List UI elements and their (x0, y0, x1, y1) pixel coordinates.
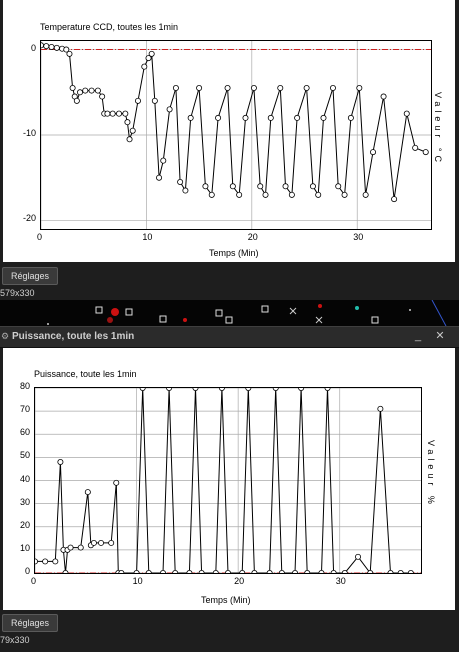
data-point (273, 388, 278, 391)
x-tick-label: 10 (142, 232, 153, 242)
data-point (370, 149, 375, 154)
y-tick-label: 60 (19, 427, 30, 438)
y-tick-label: 0 (24, 566, 30, 576)
data-point (183, 188, 188, 193)
data-point (41, 43, 44, 48)
data-point (225, 570, 230, 573)
data-point (178, 179, 183, 184)
data-point (152, 98, 157, 103)
y-tick-label: -20 (22, 213, 36, 224)
data-point (116, 111, 121, 116)
x-tick-label: 30 (353, 232, 364, 242)
data-point (149, 51, 154, 56)
data-point (193, 388, 198, 391)
data-point (342, 192, 347, 197)
y-tick-label: -10 (22, 128, 36, 138)
data-point (240, 570, 245, 573)
x-tick-label: 30 (335, 576, 346, 586)
minimize-icon[interactable]: _ (414, 330, 422, 342)
data-point (342, 570, 347, 573)
data-point (146, 570, 151, 573)
data-point (105, 111, 110, 116)
puissance-plot-area (34, 387, 422, 574)
data-point (378, 406, 383, 411)
reglages-button-1[interactable]: Réglages (2, 267, 58, 285)
data-point (263, 192, 268, 197)
puissance-window-title: Puissance, toute les 1min (12, 331, 135, 342)
data-point (295, 115, 300, 120)
temperature-x-axis-label: Temps (Min) (209, 248, 259, 258)
data-point (156, 175, 161, 180)
reglages-button-2[interactable]: Réglages (2, 614, 58, 632)
data-point (109, 540, 114, 545)
data-point (140, 388, 145, 391)
background-strip (0, 300, 459, 326)
data-point (388, 570, 393, 573)
temperature-chart (41, 41, 431, 229)
puissance-chart-title: Puissance, toute les 1min (34, 369, 137, 379)
data-point (325, 388, 330, 391)
data-point (336, 184, 341, 189)
y-tick-label: 0 (30, 42, 36, 53)
data-point (246, 388, 251, 391)
data-point (283, 184, 288, 189)
x-tick-label: 0 (31, 576, 37, 586)
data-point (134, 570, 139, 573)
data-point (199, 570, 204, 573)
data-point (83, 88, 88, 93)
data-point (49, 44, 54, 49)
data-point (330, 85, 335, 90)
x-tick-label: 10 (132, 576, 143, 586)
data-point (331, 570, 336, 573)
y-tick-label: 70 (19, 404, 30, 415)
data-point (381, 94, 386, 99)
data-point (70, 85, 75, 90)
data-point (85, 489, 90, 494)
data-point (279, 570, 284, 573)
data-point (142, 64, 147, 69)
y-tick-label: 50 (19, 450, 30, 461)
data-point (123, 111, 128, 116)
data-point (173, 85, 178, 90)
data-point (166, 388, 171, 391)
data-point (392, 196, 397, 201)
data-point (321, 115, 326, 120)
data-point (53, 559, 58, 564)
puissance-panel (3, 348, 455, 610)
data-point (43, 559, 48, 564)
data-point (289, 192, 294, 197)
temperature-panel (3, 0, 455, 262)
data-point (119, 570, 124, 573)
temperature-y-axis-label: Valeur °C (433, 92, 443, 166)
y-tick-label: 80 (19, 381, 30, 391)
data-point (219, 388, 224, 391)
close-icon[interactable]: ✕ (435, 330, 445, 342)
data-point (130, 128, 135, 133)
data-point (110, 111, 115, 116)
data-point (44, 44, 49, 49)
data-point (252, 570, 257, 573)
data-point (54, 45, 59, 50)
data-point (215, 115, 220, 120)
data-point (95, 88, 100, 93)
data-point (127, 137, 132, 142)
data-point (319, 570, 324, 573)
x-tick-label: 20 (234, 576, 245, 586)
data-point (203, 184, 208, 189)
window-icon: ⚙ (1, 331, 10, 341)
data-point (251, 85, 256, 90)
data-point (209, 192, 214, 197)
temperature-chart-title: Temperature CCD, toutes les 1min (40, 22, 179, 32)
data-point (299, 388, 304, 391)
data-point (68, 545, 73, 550)
data-point (161, 158, 166, 163)
data-point (304, 85, 309, 90)
x-tick-label: 0 (37, 232, 43, 242)
data-point (135, 98, 140, 103)
y-tick-label: 20 (19, 519, 30, 530)
data-point (305, 570, 310, 573)
data-point (230, 184, 235, 189)
temperature-plot-area (40, 40, 432, 230)
puissance-x-axis-label: Temps (Min) (201, 595, 251, 605)
y-tick-label: 40 (19, 473, 30, 484)
data-point (160, 570, 165, 573)
data-point (98, 540, 103, 545)
data-point (237, 192, 242, 197)
data-point (355, 554, 360, 559)
data-point (89, 88, 94, 93)
data-point (77, 90, 82, 95)
data-point (225, 85, 230, 90)
data-point (413, 145, 418, 150)
data-point (316, 192, 321, 197)
data-point (268, 115, 273, 120)
puissance-chart (35, 388, 421, 573)
data-point (363, 192, 368, 197)
data-point (100, 94, 105, 99)
data-point (74, 98, 79, 103)
data-point (58, 459, 63, 464)
data-point (187, 570, 192, 573)
data-point (67, 51, 72, 56)
data-point (292, 570, 297, 573)
data-point (258, 184, 263, 189)
data-point (188, 115, 193, 120)
data-point (63, 570, 68, 573)
status-size-1: 579x330 (0, 288, 35, 298)
puissance-y-axis-label: Valeur % (426, 440, 436, 508)
data-point (167, 107, 172, 112)
data-point (213, 570, 218, 573)
data-point (404, 111, 409, 116)
data-point (310, 184, 315, 189)
data-point (173, 570, 178, 573)
puissance-window-titlebar[interactable] (0, 326, 459, 348)
data-point (368, 570, 373, 573)
data-point (423, 149, 428, 154)
data-point (197, 85, 202, 90)
data-point (278, 85, 283, 90)
data-point (243, 115, 248, 120)
data-point (408, 570, 413, 573)
data-point (91, 540, 96, 545)
data-point (35, 559, 38, 564)
data-point (348, 115, 353, 120)
data-point (78, 545, 83, 550)
data-point (267, 570, 272, 573)
y-tick-label: 10 (19, 542, 30, 553)
data-point (125, 120, 130, 125)
data-point (398, 570, 403, 573)
series-line (41, 45, 426, 199)
y-tick-label: 30 (19, 496, 30, 507)
data-point (357, 85, 362, 90)
status-size-2: 79x330 (0, 635, 30, 645)
data-point (114, 480, 119, 485)
x-tick-label: 20 (247, 232, 258, 242)
